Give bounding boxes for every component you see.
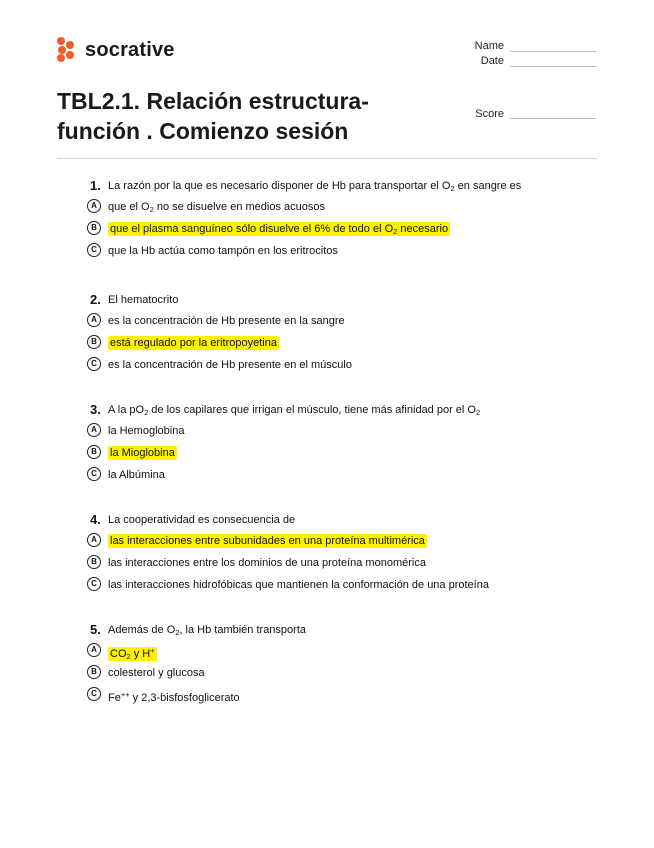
highlighted-answer: las interacciones entre subunidades en una proteína multimérica bbox=[110, 535, 425, 547]
option-letter-circle[interactable]: C bbox=[87, 687, 101, 701]
subscript: 2 bbox=[450, 184, 455, 193]
name-line[interactable] bbox=[510, 51, 596, 52]
option-letter-circle[interactable]: B bbox=[87, 221, 101, 235]
text-segment: de los capilares que irrigan el músculo, tiene más afinidad por el O bbox=[148, 404, 476, 416]
text-segment: que el O bbox=[108, 201, 150, 213]
text-segment: CO bbox=[110, 648, 127, 660]
name-label: Name bbox=[474, 40, 504, 52]
text-segment: en sangre es bbox=[454, 180, 522, 192]
option-letter-circle[interactable]: A bbox=[87, 199, 101, 213]
option-text bbox=[108, 332, 279, 354]
option-text bbox=[108, 420, 184, 442]
option-text bbox=[108, 662, 205, 684]
option-text bbox=[108, 464, 165, 486]
subscript: 2 bbox=[393, 227, 398, 236]
option-text bbox=[108, 552, 426, 574]
option-letter-circle[interactable]: A bbox=[87, 423, 101, 437]
text-segment: , la Hb también transporta bbox=[179, 624, 307, 636]
option-letter-circle[interactable]: B bbox=[87, 445, 101, 459]
score-label: Score bbox=[475, 108, 504, 120]
option-text bbox=[108, 442, 177, 464]
text-segment: Fe bbox=[108, 692, 121, 704]
subscript: 2 bbox=[126, 652, 131, 661]
highlighted-answer: la Mioglobina bbox=[110, 447, 175, 459]
logo-dots-icon bbox=[57, 37, 79, 63]
question-number: 2. bbox=[90, 292, 101, 307]
subscript: 2 bbox=[144, 408, 149, 417]
answer-text: es la concentración de Hb presente en el músculo bbox=[108, 359, 352, 371]
score-line[interactable] bbox=[510, 118, 596, 119]
header-divider bbox=[57, 158, 597, 159]
quiz-title: TBL2.1. Relación estructura- función . Comienzo sesión bbox=[57, 88, 369, 144]
answer-text bbox=[108, 692, 240, 704]
text-segment: y 2,3-bisfosfoglicerato bbox=[129, 692, 240, 704]
option-letter-circle[interactable]: C bbox=[87, 357, 101, 371]
option-text bbox=[108, 530, 427, 552]
option-text bbox=[108, 354, 352, 376]
answer-text: la Hemoglobina bbox=[108, 425, 185, 437]
option-letter-circle[interactable]: B bbox=[87, 555, 101, 569]
subscript: 2 bbox=[175, 628, 180, 637]
answer-text: es la concentración de Hb presente en la sangre bbox=[108, 315, 345, 327]
highlighted-answer: está regulado por la eritropoyetina bbox=[110, 337, 277, 349]
option-text bbox=[108, 310, 345, 332]
option-letter-circle[interactable]: A bbox=[87, 313, 101, 327]
answer-text: la Albúmina bbox=[108, 469, 165, 481]
option-letter-circle[interactable]: C bbox=[87, 243, 101, 257]
option-letter-circle[interactable]: B bbox=[87, 335, 101, 349]
text-segment: necesario bbox=[397, 223, 449, 235]
answer-text: que la Hb actúa como tampón en los eritrocitos bbox=[108, 245, 338, 257]
option-letter-circle[interactable]: C bbox=[87, 577, 101, 591]
socrative-logo bbox=[57, 37, 175, 63]
option-text bbox=[108, 684, 240, 709]
answer-text: las interacciones entre los dominios de una proteína monomérica bbox=[108, 557, 426, 569]
option-text bbox=[108, 240, 338, 262]
text-segment: no se disuelve en medios acuosos bbox=[153, 201, 325, 213]
option-letter-circle[interactable]: A bbox=[87, 533, 101, 547]
text-segment: La razón por la que es necesario disponer de Hb para transportar el O bbox=[108, 180, 451, 192]
option-letter-circle[interactable]: B bbox=[87, 665, 101, 679]
logo-text: socrative bbox=[85, 38, 175, 61]
answer-text: las interacciones hidrofóbicas que mantienen la conformación de una proteína bbox=[108, 579, 489, 591]
highlighted-answer bbox=[108, 222, 450, 236]
text-segment: y H bbox=[130, 648, 151, 660]
question-number: 3. bbox=[90, 402, 101, 417]
subscript: 2 bbox=[149, 205, 154, 214]
answer-text bbox=[108, 201, 325, 213]
superscript: ++ bbox=[120, 690, 130, 699]
question-number: 1. bbox=[90, 178, 101, 193]
option-text bbox=[108, 574, 489, 596]
subscript: 2 bbox=[475, 408, 481, 417]
date-label: Date bbox=[480, 55, 504, 67]
question-text: La cooperatividad es consecuencia de bbox=[108, 514, 296, 526]
text-segment: A la pO bbox=[108, 404, 145, 416]
question-number: 4. bbox=[90, 512, 101, 527]
option-letter-circle[interactable]: C bbox=[87, 467, 101, 481]
highlighted-answer bbox=[108, 647, 157, 661]
question-text: El hematocrito bbox=[108, 294, 179, 306]
date-line[interactable] bbox=[510, 66, 596, 67]
superscript: + bbox=[150, 646, 155, 655]
text-segment: Además de O bbox=[108, 624, 176, 636]
answer-text: colesterol y glucosa bbox=[108, 667, 205, 679]
text-segment: que el plasma sanguíneo sólo disuelve el 6% de todo el O bbox=[110, 223, 394, 235]
question-number: 5. bbox=[90, 622, 101, 637]
option-letter-circle[interactable]: A bbox=[87, 643, 101, 657]
